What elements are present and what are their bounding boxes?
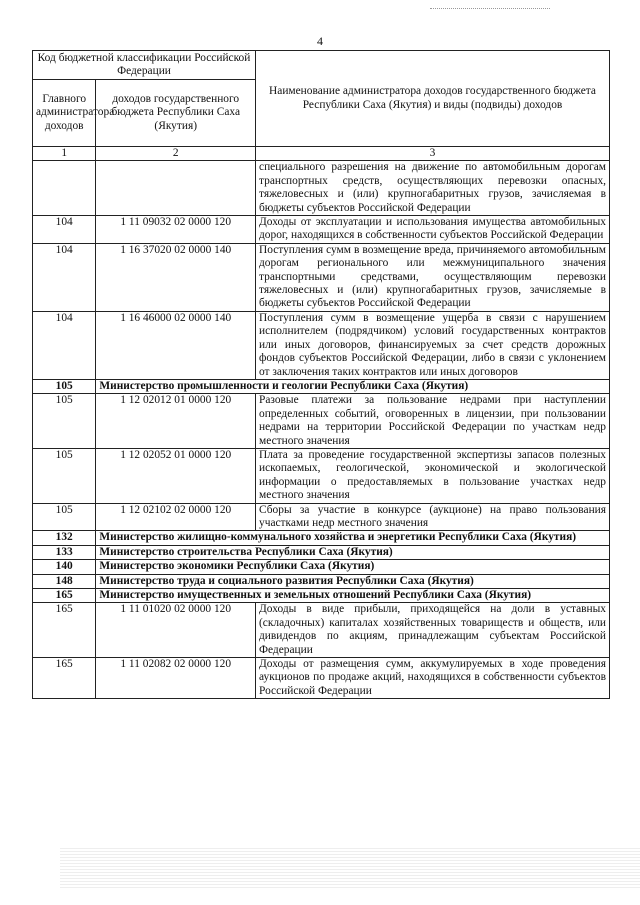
revenue-code: 1 16 37020 02 0000 140 (96, 243, 256, 311)
section-title: Министерство экономики Республики Саха (Якутия) (96, 560, 610, 574)
admin-code: 104 (33, 216, 96, 244)
header-admin-column: Главного администратора доходов (33, 80, 96, 147)
header-name-column: Наименование администратора доходов государственного бюджета Республики Саха (Якутия) и виды (подвиды) доходов (256, 51, 610, 147)
admin-code (33, 161, 96, 216)
revenue-name: Поступления сумм в возмещение вреда, причиняемого автомобильным дорогам регионального или межмуниципального значения транспортными средствами, осуществляющим перевозки тяжеловесных и (или) крупногабаритных грузов, зачисляемые в бюджеты субъектов Российской Федерации (256, 243, 610, 311)
section-row (33, 379, 610, 393)
header-row-top (33, 51, 610, 80)
section-code: 140 (33, 560, 96, 574)
revenue-name: Плата за проведение государственной экспертизы запасов полезных ископаемых, геологической, экономической и экологической информации о предоставляемых в пользование участках недр местного значения (256, 448, 610, 503)
revenue-name: специального разрешения на движение по автомобильным дорогам транспортных средств, осуществляющих перевозки опасных, тяжеловесных и (или) крупногабаритных грузов, зачисляемая в бюджеты субъектов Российской Федерации (256, 161, 610, 216)
scan-artifact-bottom (60, 848, 640, 888)
budget-classification-table (32, 50, 610, 699)
header-code-group: Код бюджетной классификации Российской Федерации (33, 51, 256, 80)
table-row (33, 311, 610, 379)
table-row (33, 394, 610, 449)
revenue-name: Поступления сумм в возмещение ущерба в связи с нарушением исполнителем (подрядчиком) условий государственных контрактов или иных договоров, финансируемых за счет средств дорожных фондов субъектов Российской Федерации, либо в связи с уклонением от заключения таких контрактов или иных договоров (256, 311, 610, 379)
revenue-code: 1 12 02102 02 0000 120 (96, 503, 256, 531)
scan-artifact-top (430, 8, 550, 11)
revenue-name: Доходы в виде прибыли, приходящейся на доли в уставных (складочных) капиталах хозяйственных товариществ и обществ, или дивидендов по акциям, принадлежащим субъектам Российской Федерации (256, 603, 610, 658)
table-row (33, 658, 610, 699)
revenue-name: Разовые платежи за пользование недрами при наступлении определенных событий, оговоренных в лицензии, при пользовании недрами на территории Российской Федерации по участкам недр местного значения (256, 394, 610, 449)
admin-code: 105 (33, 503, 96, 531)
revenue-code: 1 16 46000 02 0000 140 (96, 311, 256, 379)
header-revenue-column: доходов государственного бюджета Республики Саха (Якутия) (96, 80, 256, 147)
table-row (33, 216, 610, 244)
section-row (33, 531, 610, 545)
section-row (33, 589, 610, 603)
table-row (33, 503, 610, 531)
admin-code: 104 (33, 311, 96, 379)
section-row (33, 574, 610, 588)
admin-code: 105 (33, 448, 96, 503)
section-code: 165 (33, 589, 96, 603)
revenue-code: 1 11 01020 02 0000 120 (96, 603, 256, 658)
revenue-name: Доходы от эксплуатации и использования имущества автомобильных дорог, находящихся в собственности субъектов Российской Федерации (256, 216, 610, 244)
revenue-code (96, 161, 256, 216)
header-num-1: 1 (33, 147, 96, 161)
table-row (33, 603, 610, 658)
admin-code: 165 (33, 603, 96, 658)
section-code: 148 (33, 574, 96, 588)
section-row (33, 560, 610, 574)
section-code: 133 (33, 545, 96, 559)
revenue-code: 1 12 02012 01 0000 120 (96, 394, 256, 449)
revenue-name: Сборы за участие в конкурсе (аукционе) на право пользования участками недр местного значения (256, 503, 610, 531)
section-title: Министерство имущественных и земельных отношений Республики Саха (Якутия) (96, 589, 610, 603)
revenue-code: 1 12 02052 01 0000 120 (96, 448, 256, 503)
header-num-3: 3 (256, 147, 610, 161)
page-number: 4 (317, 34, 323, 48)
admin-code: 105 (33, 394, 96, 449)
revenue-name: Доходы от размещения сумм, аккумулируемых в ходе проведения аукционов по продаже акций, находящихся в собственности субъектов Российской Федерации (256, 658, 610, 699)
revenue-code: 1 11 02082 02 0000 120 (96, 658, 256, 699)
table-row (33, 161, 610, 216)
section-title: Министерство труда и социального развития Республики Саха (Якутия) (96, 574, 610, 588)
section-code: 105 (33, 379, 96, 393)
admin-code: 104 (33, 243, 96, 311)
section-title: Министерство строительства Республики Саха (Якутия) (96, 545, 610, 559)
header-number-row (33, 147, 610, 161)
table-row (33, 243, 610, 311)
header-num-2: 2 (96, 147, 256, 161)
section-title: Министерство жилищно-коммунального хозяйства и энергетики Республики Саха (Якутия) (96, 531, 610, 545)
section-title: Министерство промышленности и геологии Республики Саха (Якутия) (96, 379, 610, 393)
section-code: 132 (33, 531, 96, 545)
revenue-code: 1 11 09032 02 0000 120 (96, 216, 256, 244)
admin-code: 165 (33, 658, 96, 699)
table-row (33, 448, 610, 503)
section-row (33, 545, 610, 559)
